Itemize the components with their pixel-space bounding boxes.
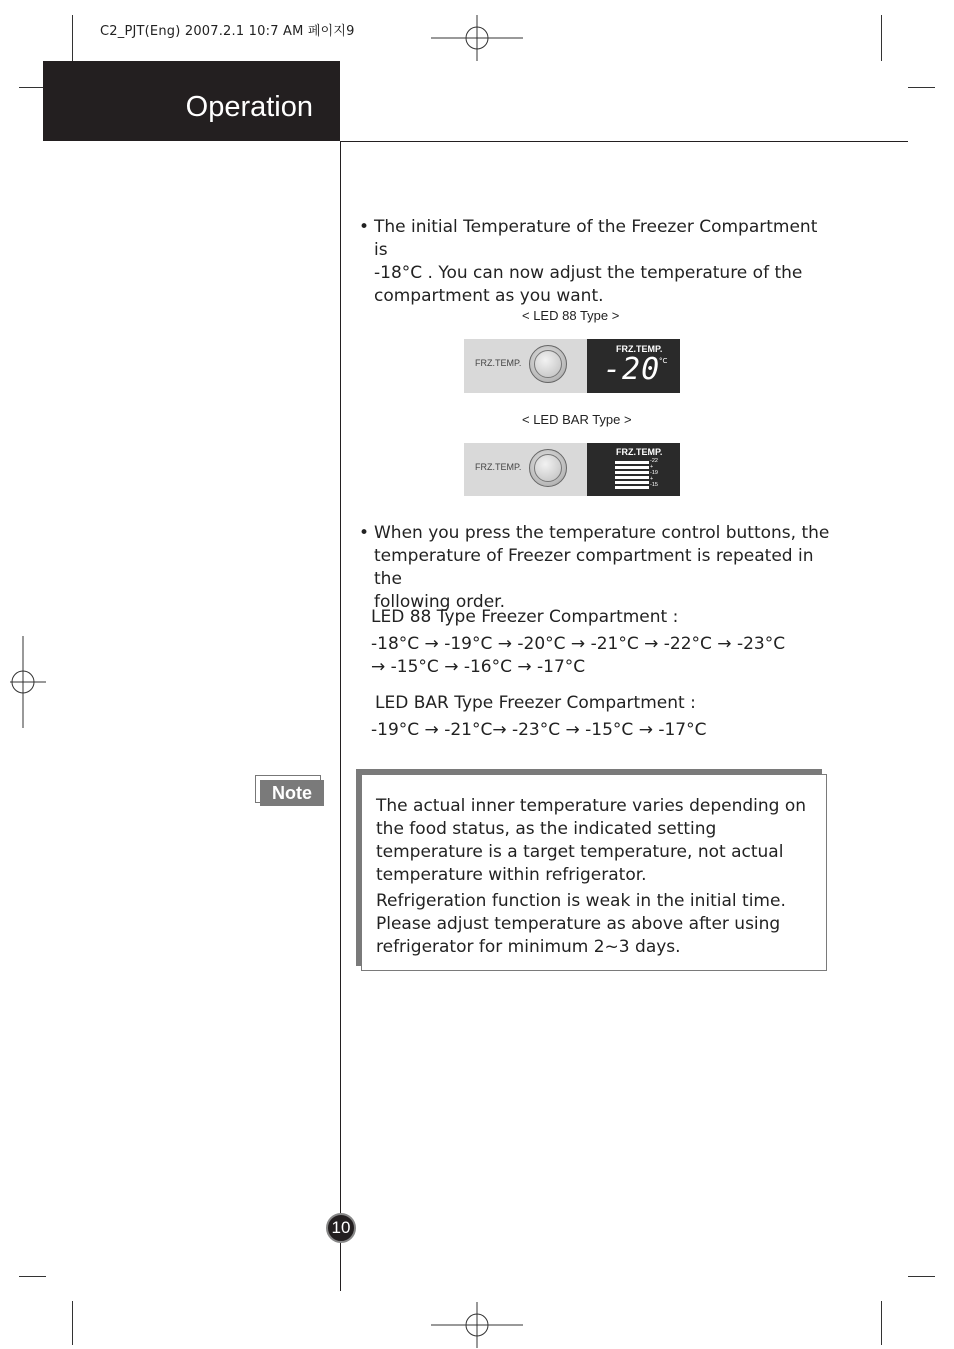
bar-scale — [650, 458, 658, 488]
registration-mark-left — [0, 636, 46, 728]
note-frame — [361, 774, 827, 971]
ledbar-sequence: -19°C → -21°C→ -23°C → -15°C → -17°C — [371, 720, 707, 740]
note-box — [356, 769, 827, 971]
intro-paragraph — [359, 216, 829, 308]
led-display — [587, 339, 680, 393]
crop-mark — [908, 1276, 935, 1277]
scale-label: -15 — [650, 482, 658, 488]
button-label: FRZ.TEMP. — [475, 462, 522, 472]
text-line: compartment as you want. — [374, 286, 604, 306]
scale-label: + — [650, 476, 654, 482]
display-label: FRZ.TEMP. — [616, 447, 663, 457]
crop-mark — [72, 15, 73, 61]
frz-temp-button[interactable] — [529, 345, 567, 383]
bullet: • — [359, 217, 370, 237]
print-slug: C2_PJT(Eng) 2007.2.1 10:7 AM 페이지9 — [100, 24, 355, 39]
led-bar — [615, 466, 649, 469]
header-rule — [340, 141, 908, 142]
note-tag — [255, 775, 324, 806]
led-bar — [615, 481, 649, 484]
page-title: Operation — [185, 91, 313, 123]
page-number: 10 — [326, 1213, 356, 1243]
text-line: following order. — [374, 592, 506, 612]
registration-mark-bottom — [431, 1302, 523, 1348]
crop-mark — [19, 87, 44, 88]
led-bar — [615, 486, 649, 489]
text-line: The initial Temperature of the Freezer Compartment is — [374, 217, 818, 260]
unit-label: °C — [659, 357, 668, 365]
text-line: temperature of Freezer compartment is repeated in the — [374, 546, 814, 589]
scale-label: + — [650, 464, 654, 470]
text-line: When you press the temperature control buttons, the — [374, 523, 830, 543]
temperature-readout: -20 — [603, 352, 661, 387]
column-divider — [340, 141, 341, 1291]
display-label: FRZ.TEMP. — [616, 344, 663, 354]
led-bar — [615, 476, 649, 479]
order-paragraph — [359, 522, 839, 614]
crop-mark — [881, 1301, 882, 1345]
led-bar — [615, 461, 649, 464]
figure-caption-ledbar: < LED BAR Type > — [522, 412, 632, 427]
note-text — [376, 795, 821, 959]
crop-mark — [908, 87, 935, 88]
crop-mark — [881, 15, 882, 61]
led88-sequence-heading: LED 88 Type Freezer Compartment : — [371, 607, 679, 627]
scale-label: -22 — [650, 458, 658, 464]
button-label: FRZ.TEMP. — [475, 358, 522, 368]
ledbar-sequence-heading: LED BAR Type Freezer Compartment : — [375, 693, 696, 713]
led88-control-panel — [464, 339, 680, 393]
note-paragraph: Refrigeration function is weak in the initial time. Please adjust temperature as above after using refrigerator for minimum 2~3 days. — [376, 891, 786, 957]
figure-caption-led88: < LED 88 Type > — [522, 308, 620, 323]
registration-mark-top — [431, 15, 523, 61]
text-line: -18°C . You can now adjust the temperature of the — [374, 263, 803, 283]
scale-label: -19 — [650, 470, 658, 476]
led-bar — [615, 471, 649, 474]
note-label: Note — [260, 780, 324, 806]
led-bar-stack — [615, 461, 649, 491]
button-area — [464, 443, 587, 496]
section-header — [43, 61, 340, 141]
ledbar-control-panel — [464, 443, 680, 496]
led88-sequence-cont: → -15°C → -16°C → -17°C — [371, 657, 586, 677]
led-bar-display — [587, 443, 680, 496]
note-paragraph: The actual inner temperature varies depending on the food status, as the indicated setting temperature is a target temperature, not actual temperature within refrigerator. — [376, 796, 806, 885]
crop-mark — [19, 1276, 46, 1277]
bullet: • — [359, 523, 370, 543]
led88-sequence: -18°C → -19°C → -20°C → -21°C → -22°C → -23°C — [371, 634, 786, 654]
button-area — [464, 339, 587, 393]
frz-temp-button[interactable] — [529, 449, 567, 487]
crop-mark — [72, 1301, 73, 1345]
